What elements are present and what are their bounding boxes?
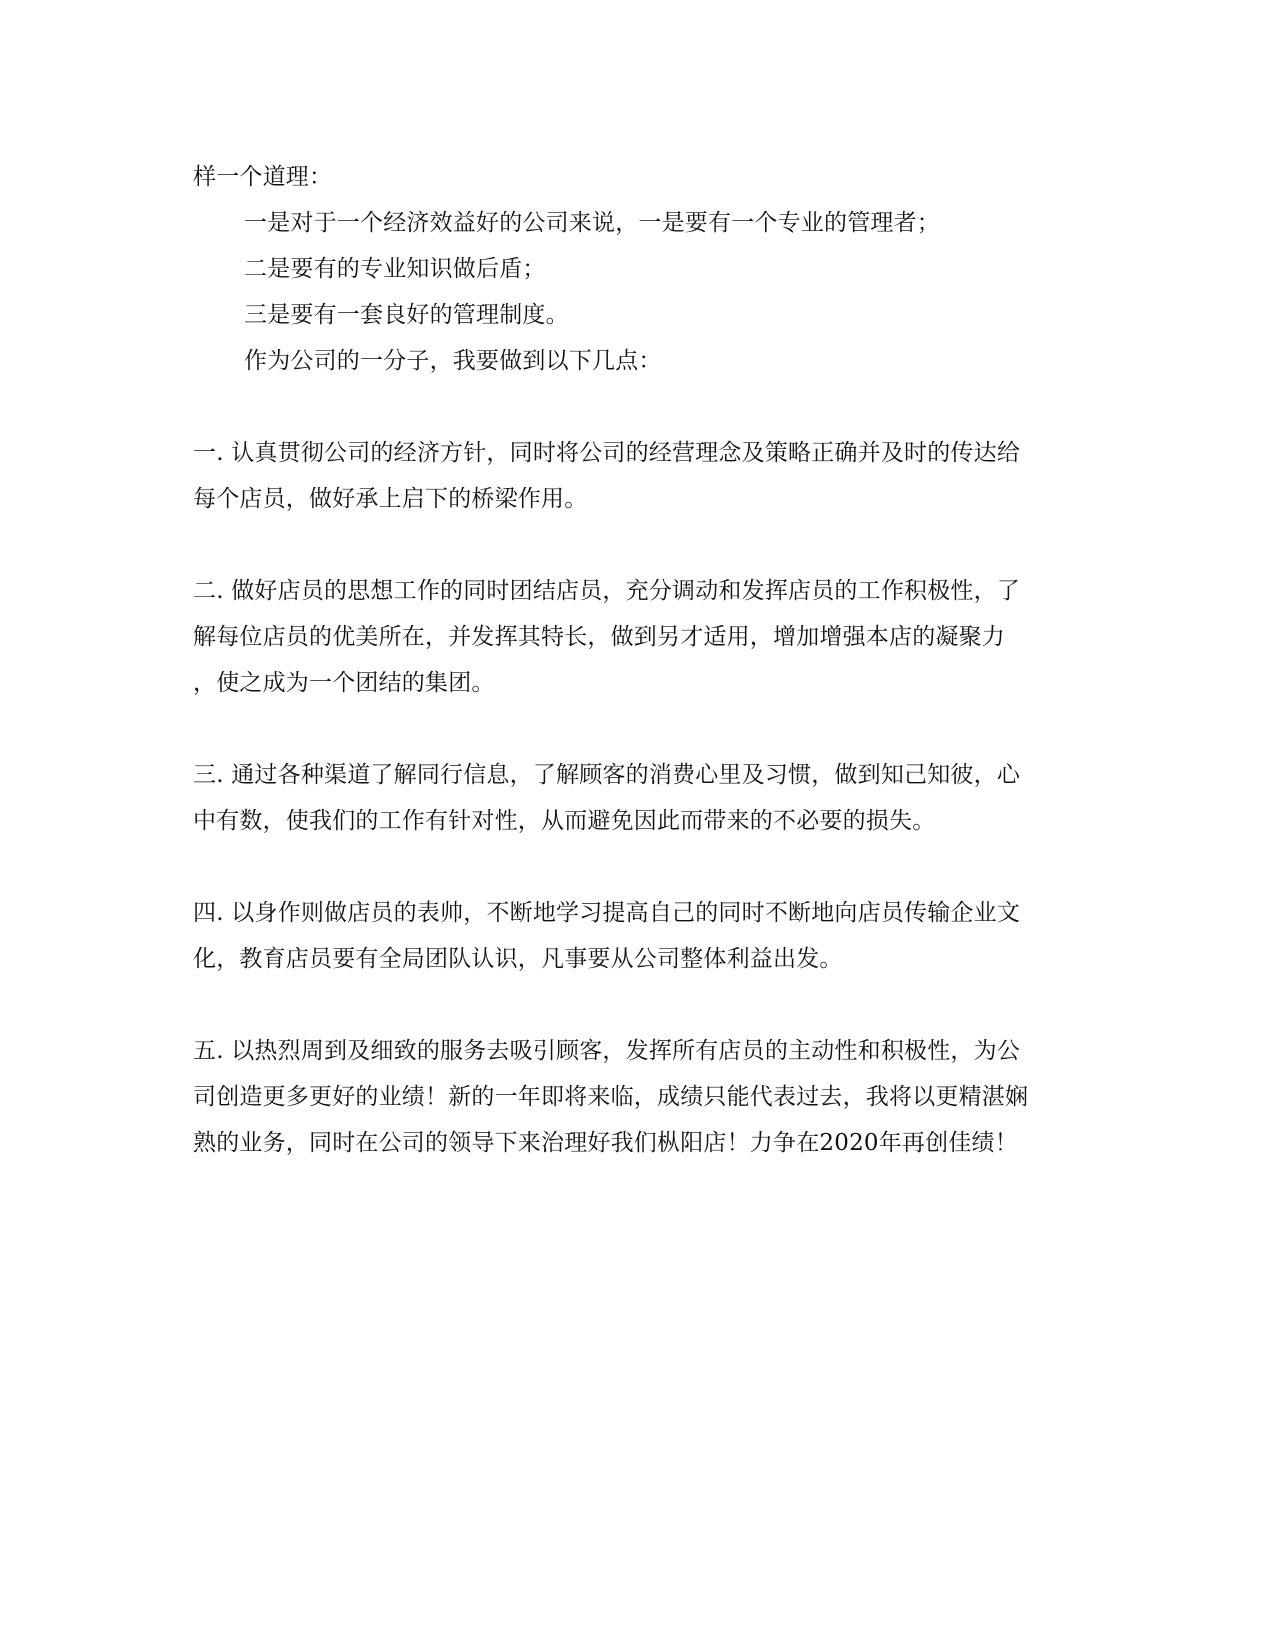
item-5-line-2: 司创造更多更好的业绩！新的一年即将来临，成绩只能代表过去，我将以更精湛娴 — [193, 1084, 1029, 1110]
intro-point-1: 一是对于一个经济效益好的公司来说，一是要有一个专业的管理者； — [244, 210, 940, 236]
item-4-line-2: 化，教育店员要有全局团队认识，凡事要从公司整体利益出发。 — [193, 946, 843, 972]
item-1-line-2: 每个店员，做好承上启下的桥梁作用。 — [193, 486, 588, 512]
item-5-line-3: 熟的业务，同时在公司的领导下来治理好我们枞阳店！力争在2020年再创佳绩！ — [193, 1130, 1018, 1156]
item-3-line-2: 中有数，使我们的工作有针对性，从而避免因此而带来的不必要的损失。 — [193, 808, 936, 834]
item-5-line-1: 五. 以热烈周到及细致的服务去吸引顾客，发挥所有店员的主动性和积极性，为公 — [193, 1038, 1021, 1064]
intro-point-2: 二是要有的专业知识做后盾； — [244, 256, 546, 282]
item-2-line-2: 解每位店员的优美所在，并发挥其特长，做到另才适用，增加增强本店的凝聚力 — [193, 624, 1005, 650]
intro-continuation: 样一个道理： — [193, 164, 333, 190]
intro-lead-in: 作为公司的一分子，我要做到以下几点： — [244, 348, 662, 374]
item-1-line-1: 一. 认真贯彻公司的经济方针，同时将公司的经营理念及策略正确并及时的传达给 — [193, 440, 1021, 466]
item-3-line-1: 三. 通过各种渠道了解同行信息，了解顾客的消费心里及习惯，做到知己知彼，心 — [193, 762, 1021, 788]
item-2-line-3: ，使之成为一个团结的集团。 — [193, 670, 495, 696]
intro-point-3: 三是要有一套良好的管理制度。 — [244, 302, 569, 328]
item-2-line-1: 二. 做好店员的思想工作的同时团结店员，充分调动和发挥店员的工作积极性，了 — [193, 578, 1021, 604]
item-4-line-1: 四. 以身作则做店员的表帅，不断地学习提高自己的同时不断地向店员传输企业文 — [193, 900, 1021, 926]
